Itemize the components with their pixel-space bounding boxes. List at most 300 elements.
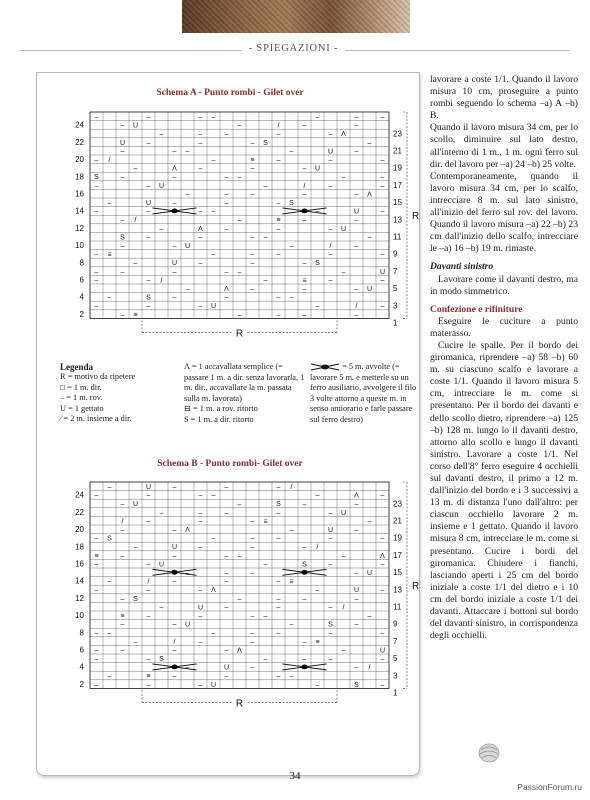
schema-a-row-number-right: 7 bbox=[393, 266, 398, 276]
svg-text:–: – bbox=[380, 656, 385, 663]
svg-text:U: U bbox=[145, 200, 152, 207]
schema-b-row-number-left: 16 bbox=[75, 559, 84, 569]
svg-text:–: – bbox=[94, 492, 99, 500]
svg-text:U: U bbox=[184, 243, 191, 250]
section-title: - SPIEGAZIONI - bbox=[248, 43, 339, 54]
schema-a-row-number-left: 8 bbox=[79, 258, 84, 268]
svg-text:U: U bbox=[145, 484, 152, 491]
svg-text:–: – bbox=[367, 613, 372, 620]
schema-b-title: Schema B - Punto rombi- Gilet over bbox=[157, 459, 303, 469]
svg-text:–: – bbox=[302, 656, 307, 663]
svg-text:–: – bbox=[198, 131, 203, 139]
svg-text:U: U bbox=[353, 587, 360, 595]
svg-text:≡: ≡ bbox=[146, 673, 151, 681]
svg-text:–: – bbox=[185, 148, 190, 156]
svg-text:Λ: Λ bbox=[185, 527, 190, 534]
svg-text:U: U bbox=[132, 122, 139, 130]
svg-text:–: – bbox=[380, 587, 385, 595]
svg-text:–: – bbox=[328, 630, 333, 638]
svg-text:–: – bbox=[250, 638, 255, 646]
schema-a-row-number-right: 15 bbox=[393, 198, 402, 208]
svg-text:–: – bbox=[120, 527, 125, 534]
svg-text:–: – bbox=[94, 681, 99, 689]
svg-text:–: – bbox=[146, 492, 151, 500]
svg-text:–: – bbox=[172, 148, 177, 156]
svg-text:–: – bbox=[380, 157, 385, 164]
svg-text:–: – bbox=[185, 286, 190, 293]
svg-text:–: – bbox=[198, 681, 203, 689]
svg-text:–: – bbox=[146, 208, 151, 216]
schema-a-row-number-left: 18 bbox=[75, 172, 84, 182]
svg-text:–: – bbox=[341, 552, 346, 560]
svg-text:–: – bbox=[250, 260, 255, 268]
svg-text:S: S bbox=[133, 595, 138, 603]
schema-b-row-number-left: 24 bbox=[75, 490, 84, 500]
svg-text:U: U bbox=[171, 260, 178, 268]
svg-text:–: – bbox=[250, 165, 255, 173]
schema-a-grid bbox=[90, 112, 389, 319]
svg-text:–: – bbox=[146, 561, 151, 569]
instructions-column bbox=[430, 74, 578, 642]
schema-a-row-number-left: 12 bbox=[75, 223, 84, 233]
svg-text:–: – bbox=[276, 225, 281, 233]
svg-text:–: – bbox=[185, 664, 190, 672]
svg-text:–: – bbox=[328, 509, 333, 517]
page-number: 34 bbox=[289, 770, 301, 782]
svg-text:–: – bbox=[237, 501, 242, 509]
legend-item-twisted-purl: ⊟ = 1 m. a rov. ritorto bbox=[184, 404, 258, 413]
svg-text:–: – bbox=[250, 613, 255, 620]
svg-text:–: – bbox=[328, 157, 333, 164]
svg-text:U: U bbox=[327, 148, 334, 156]
schema-b-row-number-right: 1 bbox=[393, 688, 398, 698]
svg-text:/: / bbox=[173, 638, 176, 646]
schema-a-row-number-left: 10 bbox=[75, 241, 84, 251]
svg-text:–: – bbox=[107, 630, 112, 638]
svg-text:–: – bbox=[94, 561, 99, 569]
svg-text:–: – bbox=[315, 681, 320, 689]
svg-text:–: – bbox=[302, 260, 307, 268]
svg-text:–: – bbox=[380, 182, 385, 190]
heading-confezione: Confezione e rifiniture bbox=[430, 303, 523, 315]
svg-text:–: – bbox=[302, 311, 307, 319]
svg-text:Λ: Λ bbox=[224, 286, 229, 293]
schema-b-side-label: R bbox=[412, 581, 420, 593]
svg-text:–: – bbox=[276, 535, 281, 543]
svg-text:–: – bbox=[198, 165, 203, 173]
svg-text:S: S bbox=[120, 234, 125, 242]
svg-text:–: – bbox=[94, 535, 99, 543]
svg-text:–: – bbox=[120, 595, 125, 603]
svg-text:–: – bbox=[224, 578, 229, 586]
svg-text:–: – bbox=[120, 501, 125, 509]
svg-text:S: S bbox=[263, 139, 268, 147]
svg-text:–: – bbox=[276, 604, 281, 612]
svg-text:–: – bbox=[250, 234, 255, 242]
svg-text:–: – bbox=[224, 268, 229, 276]
header-photo bbox=[182, 0, 410, 33]
svg-text:–: – bbox=[237, 217, 242, 225]
svg-text:≡: ≡ bbox=[276, 217, 281, 225]
svg-text:U: U bbox=[340, 225, 347, 233]
svg-text:/: / bbox=[342, 604, 345, 612]
svg-text:–: – bbox=[250, 191, 255, 199]
schema-a-row-number-right: 3 bbox=[393, 301, 398, 311]
svg-text:–: – bbox=[94, 114, 99, 121]
svg-text:–: – bbox=[289, 527, 294, 534]
schema-a-row-number-left: 22 bbox=[75, 137, 84, 147]
svg-text:–: – bbox=[367, 518, 372, 526]
schema-a-row-number-left: 20 bbox=[75, 155, 84, 165]
schema-b-row-number-right: 17 bbox=[393, 550, 402, 560]
svg-text:–: – bbox=[120, 647, 125, 655]
svg-text:–: – bbox=[328, 604, 333, 612]
svg-text:U: U bbox=[210, 681, 217, 689]
schema-a-row-number-right: 9 bbox=[393, 249, 398, 259]
svg-text:–: – bbox=[224, 673, 229, 681]
schema-b-row-number-right: 19 bbox=[393, 533, 402, 543]
svg-text:–: – bbox=[198, 587, 203, 595]
svg-text:–: – bbox=[237, 311, 242, 319]
svg-text:–: – bbox=[276, 509, 281, 517]
svg-text:–: – bbox=[302, 595, 307, 603]
svg-text:–: – bbox=[198, 544, 203, 552]
svg-text:–: – bbox=[198, 139, 203, 147]
svg-text:–: – bbox=[276, 673, 281, 681]
svg-text:–: – bbox=[224, 200, 229, 207]
svg-text:–: – bbox=[276, 200, 281, 207]
svg-text:/: / bbox=[108, 157, 111, 164]
svg-text:–: – bbox=[120, 621, 125, 629]
svg-text:–: – bbox=[146, 139, 151, 147]
svg-text:–: – bbox=[380, 114, 385, 121]
svg-text:–: – bbox=[354, 122, 359, 130]
svg-text:–: – bbox=[172, 484, 177, 491]
svg-text:–: – bbox=[250, 544, 255, 552]
svg-text:–: – bbox=[198, 518, 203, 526]
schema-a-row-number-right: 23 bbox=[393, 129, 402, 139]
svg-text:–: – bbox=[367, 234, 372, 242]
svg-text:U: U bbox=[327, 527, 334, 534]
svg-text:Λ: Λ bbox=[237, 647, 242, 655]
svg-text:–: – bbox=[328, 277, 333, 285]
svg-text:U: U bbox=[197, 604, 204, 612]
svg-text:–: – bbox=[263, 561, 268, 569]
svg-text:/: / bbox=[160, 277, 163, 285]
svg-text:–: – bbox=[198, 509, 203, 517]
header-rule-right bbox=[345, 50, 570, 51]
schema-b-row-number-left: 4 bbox=[79, 662, 84, 672]
svg-text:–: – bbox=[289, 148, 294, 156]
svg-text:U: U bbox=[158, 182, 165, 190]
svg-text:S: S bbox=[354, 681, 359, 689]
svg-text:Λ: Λ bbox=[354, 492, 359, 500]
svg-text:≡: ≡ bbox=[94, 552, 99, 560]
svg-text:–: – bbox=[315, 114, 320, 121]
svg-text:–: – bbox=[302, 122, 307, 130]
svg-text:S: S bbox=[302, 561, 307, 569]
svg-text:S: S bbox=[159, 656, 164, 663]
svg-text:S: S bbox=[328, 621, 333, 629]
svg-text:–: – bbox=[302, 501, 307, 509]
svg-text:–: – bbox=[328, 131, 333, 139]
svg-text:–: – bbox=[341, 174, 346, 182]
schema-a-bottom-label: R bbox=[235, 328, 244, 340]
svg-text:–: – bbox=[250, 535, 255, 543]
svg-text:–: – bbox=[224, 191, 229, 199]
svg-text:–: – bbox=[289, 294, 294, 302]
svg-text:/: / bbox=[134, 217, 137, 225]
svg-text:–: – bbox=[276, 157, 281, 164]
svg-text:–: – bbox=[302, 217, 307, 225]
schema-a-side-bracket bbox=[403, 112, 407, 318]
svg-text:–: – bbox=[328, 656, 333, 663]
svg-text:/: / bbox=[303, 182, 306, 190]
svg-text:–: – bbox=[354, 243, 359, 250]
svg-text:–: – bbox=[250, 664, 255, 672]
svg-text:–: – bbox=[341, 647, 346, 655]
svg-text:U: U bbox=[314, 165, 321, 173]
svg-text:–: – bbox=[146, 234, 151, 242]
section-header bbox=[0, 40, 590, 60]
svg-text:–: – bbox=[211, 208, 216, 216]
schema-a-row-number-left: 24 bbox=[75, 120, 84, 130]
svg-text:–: – bbox=[224, 647, 229, 655]
svg-text:Λ: Λ bbox=[367, 191, 372, 199]
legend-column-2 bbox=[184, 362, 308, 425]
schema-a-row-number-left: 4 bbox=[79, 292, 84, 302]
svg-text:–: – bbox=[159, 225, 164, 233]
svg-text:–: – bbox=[172, 578, 177, 586]
schema-a-row-number-left: 2 bbox=[79, 309, 84, 319]
svg-text:–: – bbox=[94, 587, 99, 595]
legend-column-3 bbox=[310, 362, 420, 425]
svg-text:Λ: Λ bbox=[198, 225, 203, 233]
header-rule-left bbox=[20, 50, 242, 51]
svg-text:–: – bbox=[263, 656, 268, 663]
svg-text:–: – bbox=[263, 182, 268, 190]
svg-text:–: – bbox=[120, 552, 125, 560]
svg-text:U: U bbox=[366, 286, 373, 293]
svg-text:–: – bbox=[211, 630, 216, 638]
svg-text:–: – bbox=[224, 294, 229, 302]
svg-text:Λ: Λ bbox=[380, 552, 385, 560]
svg-text:–: – bbox=[94, 277, 99, 285]
svg-text:≡: ≡ bbox=[302, 277, 307, 285]
svg-text:–: – bbox=[289, 621, 294, 629]
svg-text:–: – bbox=[276, 595, 281, 603]
svg-text:–: – bbox=[237, 122, 242, 130]
svg-text:–: – bbox=[341, 268, 346, 276]
schema-b-bottom-label: R bbox=[235, 698, 244, 710]
svg-text:≡: ≡ bbox=[250, 157, 255, 164]
instructions-paragraph: Cucire le spalle. Per il bordo dei giromanica, riprendere –a) 58 –b) 60 m. su ciascuno scalfo e lavorare a coste 1/1. Quando il lavoro misura 5 cm, intrecciare le m. come si presentano. Per il bordo dei davanti e dello scollo dietro, riprendere –a) 125 –b) 128 m. lungo lo il davanti destro, attorno allo scollo e lungo il davanti sinistro. Lavorare a coste 1/1. Nel corso dell'8° ferro eseguire 4 occhielli sul davanti destro, il primo a 12 m. dall'inizio del bordo e i 3 successivi a 13 m. di distanza l'uno dall'altro: per ciascun occhiello lavorare 2 m. insieme e 1 gettato. Quando il lavoro misura 8 cm, intrecciare le m. come si presentano. Cucire i bordi del giromanica. Chiudere i fianchi, lasciando aperti i 25 cm del bordo iniziale a coste 1/1 del dietro e i 10 cm del bordo iniziale a coste 1/1 dei davanti. Attaccare i bottoni sul bordo del davanti sinistro, in corrispondenza degli occhielli. bbox=[430, 339, 578, 642]
legend-title: Legenda bbox=[60, 362, 94, 372]
svg-text:–: – bbox=[380, 208, 385, 216]
svg-text:U: U bbox=[132, 501, 139, 509]
svg-text:U: U bbox=[119, 139, 126, 147]
heading-davanti-sinistro: Davanti sinistro bbox=[430, 261, 494, 273]
svg-text:–: – bbox=[250, 139, 255, 147]
svg-text:–: – bbox=[276, 630, 281, 638]
schema-b-row-number-left: 12 bbox=[75, 593, 84, 603]
svg-text:–: – bbox=[354, 501, 359, 509]
svg-text:–: – bbox=[224, 225, 229, 233]
svg-text:–: – bbox=[302, 191, 307, 199]
svg-text:–: – bbox=[159, 604, 164, 612]
svg-text:–: – bbox=[198, 638, 203, 646]
svg-text:–: – bbox=[302, 544, 307, 552]
instructions-paragraph: Contemporaneamente, quando il lavoro misura 34 cm, per lo scalfo, intrecciare 8 m. sul lato sinistro, all'inizio del ferro sul rov. del lavoro. Quando il lavoro misura –a) 22 –b) 23 cm dall'inizio dello scalfo, intrecciare le –a) 16 –b) 19 m. rimaste. bbox=[430, 170, 578, 255]
svg-text:–: – bbox=[380, 303, 385, 311]
svg-text:–: – bbox=[133, 638, 138, 646]
svg-text:–: – bbox=[328, 225, 333, 233]
svg-text:–: – bbox=[315, 303, 320, 311]
schema-b-side-bracket bbox=[403, 482, 407, 688]
svg-text:–: – bbox=[172, 647, 177, 655]
svg-text:–: – bbox=[198, 114, 203, 121]
svg-text:–: – bbox=[354, 595, 359, 603]
svg-text:–: – bbox=[380, 561, 385, 569]
svg-text:–: – bbox=[250, 518, 255, 526]
schema-a-row-number-right: 1 bbox=[393, 318, 398, 328]
svg-text:–: – bbox=[354, 570, 359, 577]
legend-item-wrapped-stitches bbox=[310, 362, 420, 425]
svg-text:–: – bbox=[302, 286, 307, 293]
svg-text:/: / bbox=[147, 578, 150, 586]
svg-text:–: – bbox=[198, 492, 203, 500]
svg-text:–: – bbox=[224, 174, 229, 182]
svg-text:–: – bbox=[224, 552, 229, 560]
svg-text:–: – bbox=[237, 268, 242, 276]
svg-text:–: – bbox=[120, 174, 125, 182]
svg-text:–: – bbox=[354, 621, 359, 629]
svg-text:–: – bbox=[380, 251, 385, 259]
svg-text:–: – bbox=[289, 243, 294, 250]
svg-text:–: – bbox=[185, 570, 190, 577]
svg-text:–: – bbox=[94, 656, 99, 663]
svg-text:–: – bbox=[133, 165, 138, 173]
instructions-paragraph: Lavorare come il davanti destro, ma in modo simmetrico. bbox=[430, 273, 578, 297]
legend-item-purl: – = 1 m. rov. bbox=[60, 393, 103, 402]
schema-b-grid bbox=[90, 482, 389, 689]
svg-text:–: – bbox=[94, 630, 99, 638]
svg-text:–: – bbox=[211, 492, 216, 500]
instructions-paragraph: lavorare a coste 1/1. Quando il lavoro misura 10 cm, proseguire a punto rombi seguendo lo schema –a) A –b) B. bbox=[430, 74, 578, 122]
svg-text:–: – bbox=[198, 234, 203, 242]
svg-text:–: – bbox=[328, 182, 333, 190]
svg-text:–: – bbox=[172, 294, 177, 302]
legend-column-1 bbox=[60, 372, 180, 425]
svg-text:–: – bbox=[276, 294, 281, 302]
schema-b-row-number-left: 6 bbox=[79, 645, 84, 655]
svg-text:–: – bbox=[263, 277, 268, 285]
svg-text:–: – bbox=[107, 578, 112, 586]
legend-item-twisted-knit: S = 1 m. a dir. ritorto bbox=[184, 414, 254, 424]
svg-text:–: – bbox=[276, 131, 281, 139]
schema-b-row-number-right: 5 bbox=[393, 654, 398, 664]
svg-text:–: – bbox=[354, 286, 359, 293]
svg-text:–: – bbox=[172, 268, 177, 276]
svg-text:–: – bbox=[354, 311, 359, 319]
svg-text:S: S bbox=[107, 535, 112, 543]
svg-text:–: – bbox=[94, 251, 99, 259]
svg-text:–: – bbox=[380, 492, 385, 500]
svg-text:–: – bbox=[354, 148, 359, 156]
svg-text:/: / bbox=[316, 544, 319, 552]
schema-a-row-number-left: 14 bbox=[75, 206, 84, 216]
svg-text:≡: ≡ bbox=[315, 638, 320, 646]
svg-text:≡: ≡ bbox=[107, 251, 112, 259]
schema-a-title: Schema A - Punto rombi - Gilet over bbox=[156, 88, 304, 98]
svg-text:–: – bbox=[120, 268, 125, 276]
yarn-ball-icon bbox=[476, 740, 502, 764]
svg-text:–: – bbox=[276, 251, 281, 259]
schema-b-row-number-right: 23 bbox=[393, 499, 402, 509]
schema-b-row-number-right: 15 bbox=[393, 568, 402, 578]
schema-a-row-number-right: 21 bbox=[393, 146, 402, 156]
svg-text:–: – bbox=[380, 681, 385, 689]
svg-text:–: – bbox=[172, 552, 177, 560]
svg-text:–: – bbox=[146, 681, 151, 689]
svg-text:U: U bbox=[366, 570, 373, 577]
svg-text:–: – bbox=[367, 139, 372, 147]
svg-text:Λ: Λ bbox=[341, 131, 346, 139]
svg-text:–: – bbox=[315, 492, 320, 500]
svg-text:U: U bbox=[171, 544, 178, 552]
svg-text:–: – bbox=[94, 208, 99, 216]
schema-b-row-number-left: 22 bbox=[75, 507, 84, 517]
svg-text:–: – bbox=[198, 303, 203, 311]
svg-text:≡: ≡ bbox=[263, 518, 268, 526]
legend-item-k2tog: ∕ = 2 m. insieme a dir. bbox=[60, 414, 132, 423]
svg-text:–: – bbox=[120, 311, 125, 319]
schema-b-row-number-left: 14 bbox=[75, 576, 84, 586]
svg-text:–: – bbox=[107, 484, 112, 491]
svg-text:–: – bbox=[224, 604, 229, 612]
svg-text:–: – bbox=[263, 234, 268, 242]
svg-text:U: U bbox=[340, 509, 347, 517]
svg-text:–: – bbox=[380, 630, 385, 638]
svg-text:S: S bbox=[276, 501, 281, 509]
svg-text:–: – bbox=[146, 613, 151, 620]
svg-text:–: – bbox=[315, 208, 320, 216]
svg-text:–: – bbox=[302, 638, 307, 646]
svg-text:–: – bbox=[354, 664, 359, 672]
svg-text:S: S bbox=[94, 174, 99, 182]
svg-text:–: – bbox=[94, 268, 99, 276]
schema-b-row-number-right: 13 bbox=[393, 585, 402, 595]
svg-text:S: S bbox=[289, 200, 294, 207]
svg-text:–: – bbox=[198, 260, 203, 268]
schema-b-row-number-left: 18 bbox=[75, 542, 84, 552]
svg-text:U: U bbox=[210, 303, 217, 311]
svg-text:–: – bbox=[289, 673, 294, 681]
instructions-paragraph: Quando il lavoro misura 34 cm, per lo scollo, diminuire sul lato destro, all'interno di 1 m., 1 m. ogni ferro sul dir. del lavoro per –a) 24 –b) 25 volte. bbox=[430, 122, 578, 170]
svg-text:–: – bbox=[146, 277, 151, 285]
legend-item-yarn-over: U = 1 gettato bbox=[60, 403, 104, 413]
svg-text:–: – bbox=[380, 174, 385, 182]
svg-text:–: – bbox=[380, 277, 385, 285]
schema-b-row-number-right: 7 bbox=[393, 636, 398, 646]
svg-text:/: / bbox=[329, 243, 332, 250]
schema-a-row-number-right: 5 bbox=[393, 284, 398, 294]
svg-text:–: – bbox=[146, 114, 151, 121]
legend-wrapped-text: = 5 m. avvolte (= lavorare 5 m. e metterle su un ferro ausiliario, avvolgere il filo 3 volte attorno a queste m. in senso antiorario e farle passare sul ferro destro) bbox=[310, 362, 417, 424]
svg-text:–: – bbox=[224, 509, 229, 517]
wrapped-stitches-icon bbox=[310, 363, 340, 371]
svg-text:–: – bbox=[237, 552, 242, 560]
